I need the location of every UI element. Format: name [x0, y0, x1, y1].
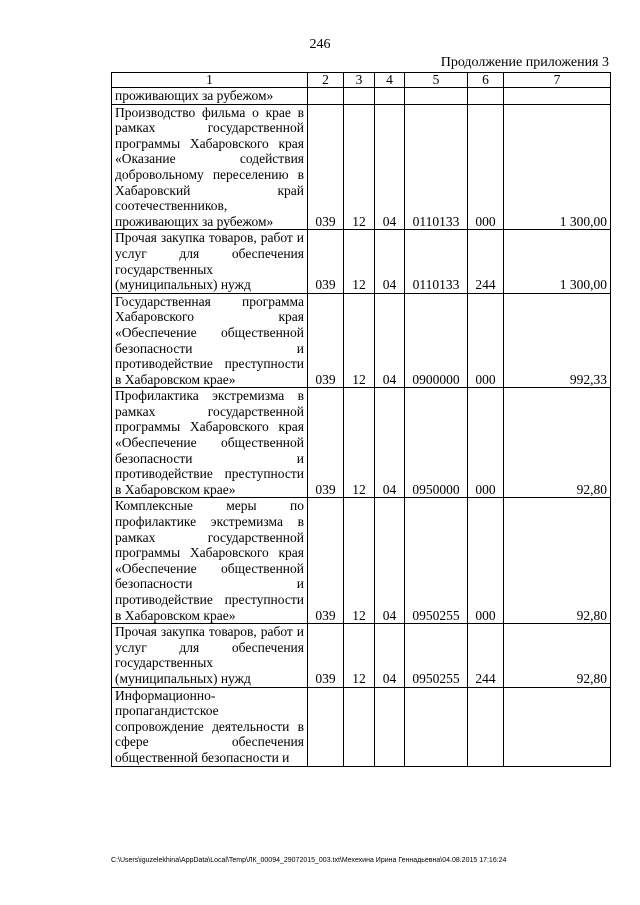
- cell-ministry: 039: [308, 388, 344, 498]
- cell-target: [405, 687, 468, 766]
- cell-section: 12: [344, 388, 375, 498]
- cell-amount: 1 300,00: [504, 230, 611, 293]
- cell-subsection: 04: [375, 624, 405, 687]
- table-row: [112, 498, 611, 624]
- cell-subsection: 04: [375, 104, 405, 230]
- cell-expense-type: 244: [468, 624, 504, 687]
- table-row: [112, 104, 611, 230]
- cell-subsection: 04: [375, 498, 405, 624]
- cell-ministry: 039: [308, 624, 344, 687]
- cell-expense-type: 000: [468, 498, 504, 624]
- cell-target: 0950000: [405, 388, 468, 498]
- cell-section: [344, 88, 375, 105]
- header-cell: 6: [468, 73, 504, 88]
- row-name: Производство фильма о крае в рамках государственной программы Хабаровского края «Оказание содействия добровольному переселению в Хабаровский край соотечественников, проживающих за рубежом»: [112, 104, 308, 230]
- cell-subsection: 04: [375, 293, 405, 388]
- cell-ministry: 039: [308, 104, 344, 230]
- row-name: Профилактика экстремизма в рамках государственной программы Хабаровского края «Обеспечение общественной безопасности и противодействие преступности в Хабаровском крае»: [112, 388, 308, 498]
- cell-amount: 92,80: [504, 498, 611, 624]
- cell-expense-type: 244: [468, 230, 504, 293]
- cell-amount: 92,80: [504, 624, 611, 687]
- cell-expense-type: 000: [468, 388, 504, 498]
- cell-section: 12: [344, 624, 375, 687]
- row-name: Прочая закупка товаров, работ и услуг для обеспечения государственных (муниципальных) нужд: [112, 624, 308, 687]
- cell-section: 12: [344, 104, 375, 230]
- cell-ministry: 039: [308, 230, 344, 293]
- cell-ministry: [308, 687, 344, 766]
- page-number: 246: [309, 37, 331, 52]
- continuation-label: Продолжение приложения 3: [440, 55, 609, 70]
- cell-target: [405, 88, 468, 105]
- table-header-row: [112, 73, 611, 88]
- table-row: [112, 687, 611, 766]
- cell-expense-type: 000: [468, 293, 504, 388]
- table-row: [112, 88, 611, 105]
- row-name: Государственная программа Хабаровского края «Обеспечение общественной безопасности и противодействие преступности в Хабаровском крае»: [112, 293, 308, 388]
- cell-subsection: 04: [375, 230, 405, 293]
- header-cell: 5: [405, 73, 468, 88]
- file-path-footer: C:\Users\iguzelekhina\AppData\Local\Temp\ЛК_00094_29072015_003.txt\Мехехина Ирина Геннадьевна\04.08.2015 17:16:24: [111, 857, 507, 864]
- cell-target: 0950255: [405, 624, 468, 687]
- cell-section: 12: [344, 230, 375, 293]
- cell-ministry: [308, 88, 344, 105]
- cell-subsection: [375, 687, 405, 766]
- cell-expense-type: 000: [468, 104, 504, 230]
- cell-target: 0110133: [405, 230, 468, 293]
- table-row: [112, 388, 611, 498]
- table-row: [112, 293, 611, 388]
- row-name: проживающих за рубежом»: [112, 88, 308, 105]
- cell-ministry: 039: [308, 293, 344, 388]
- header-cell: 7: [504, 73, 611, 88]
- header-cell: 3: [344, 73, 375, 88]
- header-cell: 4: [375, 73, 405, 88]
- cell-target: 0900000: [405, 293, 468, 388]
- header-cell: 2: [308, 73, 344, 88]
- cell-amount: [504, 88, 611, 105]
- cell-target: 0110133: [405, 104, 468, 230]
- cell-subsection: [375, 88, 405, 105]
- cell-amount: 1 300,00: [504, 104, 611, 230]
- cell-section: 12: [344, 498, 375, 624]
- cell-expense-type: [468, 687, 504, 766]
- header-cell: 1: [112, 73, 308, 88]
- cell-target: 0950255: [405, 498, 468, 624]
- cell-amount: 92,80: [504, 388, 611, 498]
- cell-amount: 992,33: [504, 293, 611, 388]
- cell-section: 12: [344, 293, 375, 388]
- row-name: Прочая закупка товаров, работ и услуг для обеспечения государственных (муниципальных) нужд: [112, 230, 308, 293]
- cell-section: [344, 687, 375, 766]
- cell-amount: [504, 687, 611, 766]
- cell-expense-type: [468, 88, 504, 105]
- budget-table: [111, 72, 611, 767]
- table-row: [112, 230, 611, 293]
- row-name: Комплексные меры по профилактике экстремизма в рамках государственной программы Хабаровского края «Обеспечение общественной безопасности и противодействие преступности в Хабаровском крае»: [112, 498, 308, 624]
- cell-subsection: 04: [375, 388, 405, 498]
- cell-ministry: 039: [308, 498, 344, 624]
- table-row: [112, 624, 611, 687]
- row-name: Информационно-пропагандистское сопровождение деятельности в сфере обеспечения общественной безопасности и: [112, 687, 308, 766]
